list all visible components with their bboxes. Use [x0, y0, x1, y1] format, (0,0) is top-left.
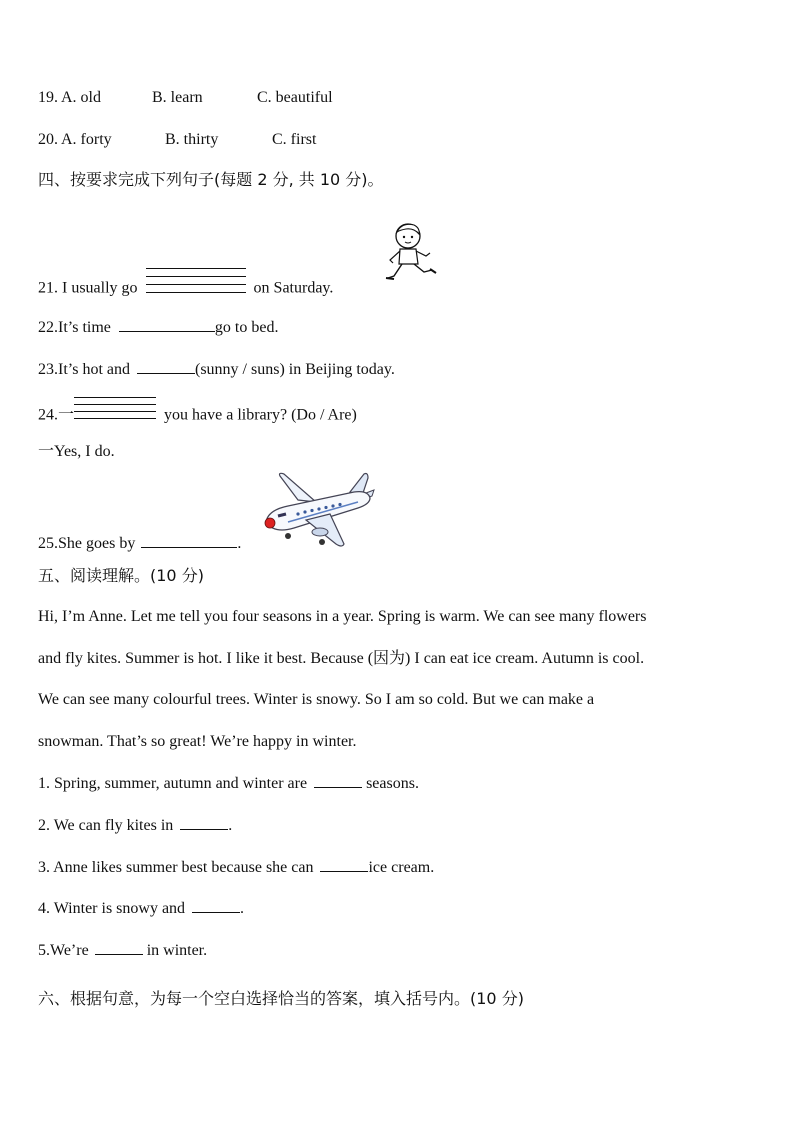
q21-prefix: 21. I usually go	[38, 279, 138, 297]
q24-prefix: 24.一	[38, 406, 75, 424]
rq3-answer-blank[interactable]	[320, 857, 368, 872]
rq4-prefix: 4. Winter is snowy and	[38, 900, 186, 917]
rq5-suffix: in winter.	[146, 942, 208, 959]
q21-answer-lines[interactable]	[146, 268, 246, 298]
passage-line-1: Hi, I’m Anne. Let me tell you four seasons in a year. Spring is warm. We can see many flowers	[38, 608, 647, 625]
q22-sentence	[38, 317, 278, 338]
q25-answer-blank[interactable]	[141, 533, 237, 548]
reading-question-3	[38, 857, 434, 878]
rq1-suffix: seasons.	[366, 775, 419, 792]
q25-sentence	[38, 533, 241, 554]
section-6-title: 六、根据句意，为每一个空白选择恰当的答案，填入括号内。(10 分)	[38, 989, 524, 1008]
running-boy-icon	[384, 220, 440, 288]
q22-suffix: go to bed.	[214, 319, 279, 336]
reading-question-1	[38, 773, 419, 794]
q20-option-a: A. forty	[61, 131, 112, 148]
q22-answer-blank[interactable]	[119, 317, 215, 332]
q19-option-b: B. learn	[152, 89, 203, 106]
rq2-answer-blank[interactable]	[180, 815, 228, 830]
rq2-suffix: .	[228, 817, 233, 834]
rq5-prefix: 5.We’re	[38, 942, 89, 959]
airplane-icon	[258, 470, 376, 550]
reading-question-2	[38, 815, 232, 836]
q19-option-c: C. beautiful	[257, 89, 333, 106]
rq5-answer-blank[interactable]	[95, 940, 143, 955]
q21-suffix: on Saturday.	[253, 279, 334, 297]
q25-suffix: .	[237, 535, 242, 552]
reading-question-5	[38, 940, 207, 961]
q23-sentence	[38, 359, 395, 380]
q19-option-a: A. old	[61, 89, 101, 106]
q23-suffix: (sunny / suns) in Beijing today.	[195, 361, 395, 378]
q23-answer-blank[interactable]	[137, 359, 195, 374]
q22-prefix: 22.It’s time	[38, 319, 111, 336]
passage-line-4: snowman. That’s so great! We’re happy in winter.	[38, 733, 357, 750]
passage-line-3: We can see many colourful trees. Winter is snowy. So I am so cold. But we can make a	[38, 691, 595, 708]
q23-prefix: 23.It’s hot and	[38, 361, 130, 378]
section-5-title: 五、阅读理解。(10 分)	[38, 566, 204, 585]
q20-option-c: C. first	[272, 131, 317, 148]
rq1-answer-blank[interactable]	[314, 773, 362, 788]
rq3-prefix: 3. Anne likes summer best because she can	[38, 859, 314, 876]
q24-answer-lines[interactable]	[74, 397, 156, 419]
rq3-suffix: ice cream.	[368, 859, 435, 876]
rq1-prefix: 1. Spring, summer, autumn and winter are	[38, 775, 308, 792]
q24-suffix: you have a library? (Do / Are)	[160, 406, 357, 424]
section-4-title: 四、按要求完成下列句子(每题 2 分, 共 10 分)。	[38, 170, 384, 189]
rq2-prefix: 2. We can fly kites in	[38, 817, 174, 834]
q24-sentence	[38, 405, 357, 427]
q20-number: 20.	[38, 131, 58, 148]
q20-option-b: B. thirty	[165, 131, 219, 148]
q19-number: 19.	[38, 89, 58, 106]
q24-answer-text: 一Yes, I do.	[38, 443, 115, 460]
reading-question-4	[38, 898, 244, 919]
q21-sentence	[38, 274, 333, 304]
q25-prefix: 25.She goes by	[38, 535, 136, 552]
rq4-answer-blank[interactable]	[192, 898, 240, 913]
rq4-suffix: .	[240, 900, 245, 917]
passage-line-2: and fly kites. Summer is hot. I like it best. Because (因为) I can eat ice cream. Autumn is cool.	[38, 650, 645, 667]
